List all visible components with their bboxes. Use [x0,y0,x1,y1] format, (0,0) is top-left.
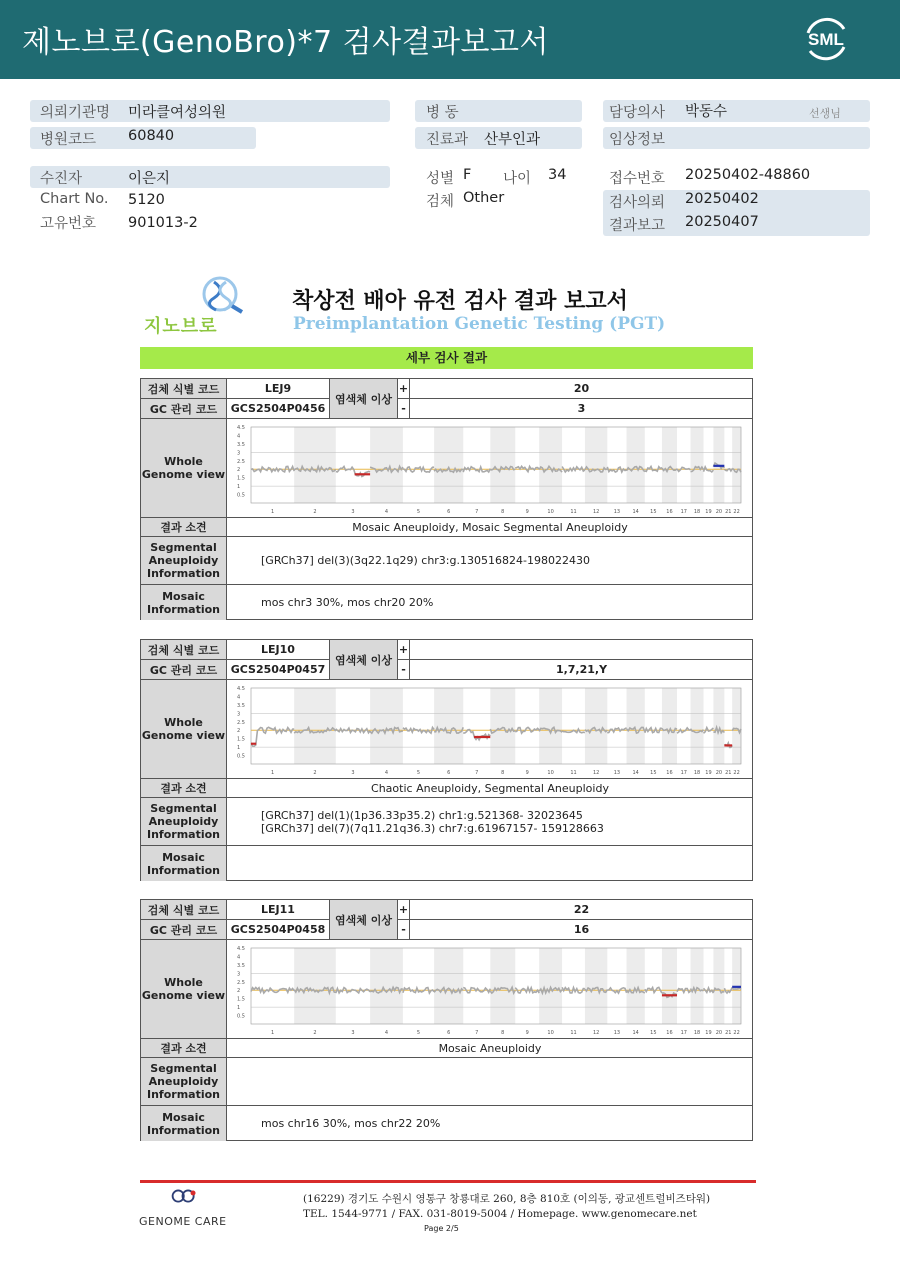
finding-value: Chaotic Aneuploidy, Segmental Aneuploidy [227,779,753,798]
copy-number-trace [336,728,370,733]
gc-code-value: GCS2504P0457 [227,660,330,680]
y-tick-label: 1 [237,483,241,490]
x-tick-label: 9 [525,508,529,515]
receipt-value: 20250402-48860 [685,167,811,183]
x-tick-label: 15 [650,1029,657,1036]
x-tick-label: 13 [613,769,621,776]
gain-value: 22 [410,900,753,920]
y-tick-label: 4.5 [237,424,245,431]
chromosome-band [490,948,515,1024]
mosaic-label: Mosaic Information [141,846,227,881]
y-tick-label: 0.5 [237,492,245,499]
genobro-logo-icon [196,276,246,314]
segmental-label: Segmental Aneuploidy Information [141,798,227,846]
x-tick-label: 2 [313,508,317,515]
x-tick-label: 7 [475,508,479,515]
finding-value: Mosaic Aneuploidy, Mosaic Segmental Aneuploidy [227,518,753,537]
y-tick-label: 4 [237,953,241,960]
institution-label: 의뢰기관명 [40,105,111,121]
segmental-info [227,1058,753,1106]
x-tick-label: 10 [547,508,554,515]
x-tick-label: 7 [475,769,479,776]
chromosome-band [691,948,704,1024]
chromosome-band [434,688,463,764]
y-tick-label: 3.5 [237,441,245,448]
x-tick-label: 16 [666,769,673,776]
x-tick-label: 12 [592,1029,600,1036]
x-tick-label: 1 [270,1029,275,1036]
wgv-chart-cell [227,419,753,518]
chromosome-band [370,427,403,503]
chromosome-band [539,427,562,503]
age-label: 나이 [503,171,532,187]
chromosome-band [662,948,677,1024]
x-tick-label: 1 [270,508,275,515]
chromosome-band [294,427,336,503]
y-tick-label: 1.5 [237,736,245,743]
y-tick-label: 4 [237,693,241,700]
x-tick-label: 12 [592,769,600,776]
x-tick-label: 9 [525,1029,529,1036]
y-tick-label: 4 [237,432,241,439]
age-value: 34 [548,167,567,183]
sample-block-3 [140,899,753,1141]
section-title: 세부 검사 결과 [140,347,753,369]
wgv-chart-cell [227,940,753,1039]
x-tick-label: 20 [715,769,723,776]
chromosome-band [662,427,677,503]
x-tick-label: 14 [632,508,639,515]
chromosome-band [434,427,463,503]
x-tick-label: 4 [384,508,389,515]
copy-number-trace [607,466,626,471]
mosaic-label: Mosaic Information [141,585,227,620]
institution-value: 미라클여성의원 [128,105,227,121]
segmental-info [227,537,753,585]
wgv-label: Whole Genome view [141,680,227,779]
patient-name: 이은지 [128,171,171,187]
gc-code-value: GCS2504P0456 [227,399,330,419]
specimen-label: 검체 [426,194,455,210]
x-tick-label: 3 [351,1029,355,1036]
x-tick-label: 18 [693,508,701,515]
genobro-logo-word: 지노브로 [144,316,218,337]
receipt-label: 접수번호 [609,171,666,187]
patient-row [30,166,390,188]
doctor-value: 박동수 [685,104,728,120]
chromosome-band [627,948,645,1024]
y-tick-label: 2 [237,466,241,473]
doctor-suffix: 선생님 [809,107,841,120]
x-tick-label: 11 [570,769,577,776]
y-tick-label: 1.5 [237,996,245,1003]
finding-value: Mosaic Aneuploidy [227,1039,753,1058]
chromosome-band [732,688,741,764]
abnormal-label: 염색체 이상 [330,900,398,940]
chromosome-band [294,948,336,1024]
y-tick-label: 0.5 [237,753,245,760]
mosaic-label: Mosaic Information [141,1106,227,1141]
x-tick-label: 8 [501,508,505,515]
hospital-code-value: 60840 [128,128,175,144]
segmental-line: [GRCh37] del(1)(1p36.33p35.2) chr1:g.521368- 32023645 [261,808,583,822]
loss-sign: - [398,920,410,940]
doctor-label: 담당의사 [609,105,666,121]
segmental-label: Segmental Aneuploidy Information [141,1058,227,1106]
y-tick-label: 2.5 [237,719,245,726]
y-tick-label: 0.5 [237,1013,245,1020]
wgv-label: Whole Genome view [141,940,227,1039]
x-tick-label: 19 [705,508,712,515]
patient-label: 수진자 [40,171,83,187]
gain-sign: + [398,900,410,920]
finding-label: 결과 소견 [141,518,227,537]
segmental-info [227,798,753,846]
genobro-logo-text [144,312,218,338]
x-tick-label: 19 [705,769,712,776]
x-tick-label: 4 [384,769,389,776]
chromosome-band [370,688,403,764]
y-tick-label: 2 [237,987,241,994]
chromosome-band [585,948,607,1024]
specimen-code-label: 검체 식별 코드 [141,379,227,399]
x-tick-label: 11 [570,1029,577,1036]
x-tick-label: 13 [613,1029,621,1036]
y-tick-label: 3 [237,970,241,977]
sex-value: F [463,167,472,183]
x-tick-label: 8 [501,769,505,776]
y-tick-label: 2.5 [237,458,245,465]
x-tick-label: 20 [715,1029,723,1036]
request-value: 20250402 [685,191,759,207]
whole-genome-chart-1 [235,421,745,516]
specimen-code-value: LEJ9 [227,379,330,399]
x-tick-label: 4 [384,1029,389,1036]
chromosome-band [490,427,515,503]
gain-sign: + [398,379,410,399]
copy-number-trace [677,727,691,732]
copy-number-trace [336,987,370,993]
gc-code-label: GC 관리 코드 [141,660,227,680]
chromosome-band [662,688,677,764]
x-tick-label: 2 [313,1029,317,1036]
department-value: 산부인과 [484,132,541,148]
loss-value: 1,7,21,Y [410,660,753,680]
pgt-title-english: Preimplantation Genetic Testing (PGT) [293,314,666,334]
wgv-label: Whole Genome view [141,419,227,518]
x-tick-label: 17 [680,1029,687,1036]
specimen-code-label: 검체 식별 코드 [141,640,227,660]
title-bar [0,0,900,79]
genome-care-logo-icon [140,1188,230,1214]
x-tick-label: 17 [680,769,687,776]
id-value: 901013-2 [128,215,198,231]
page-number: Page 2/5 [424,1224,459,1233]
x-tick-label: 10 [547,1029,554,1036]
id-label: 고유번호 [40,216,97,232]
chromosome-band [294,688,336,764]
x-tick-label: 19 [705,1029,712,1036]
x-tick-label: 15 [650,508,657,515]
chromosome-band [713,688,724,764]
x-tick-label: 17 [680,508,687,515]
chromosome-band [434,948,463,1024]
x-tick-label: 14 [632,769,639,776]
x-tick-label: 8 [501,1029,505,1036]
y-tick-label: 3.5 [237,702,245,709]
chromosome-band [585,427,607,503]
loss-value: 3 [410,399,753,419]
gc-code-label: GC 관리 코드 [141,399,227,419]
sml-logo-text: SML [808,30,844,49]
x-tick-label: 16 [666,1029,673,1036]
y-tick-label: 3 [237,710,241,717]
sml-logo [800,13,852,65]
mosaic-info [227,846,753,881]
whole-genome-chart-3 [235,942,745,1037]
contact-line: TEL. 1544-9771 / FAX. 031-8019-5004 / Homepage. www.genomecare.net [303,1208,697,1220]
request-label: 검사의뢰 [609,195,666,211]
abnormal-label: 염색체 이상 [330,379,398,419]
whole-genome-chart-2 [235,682,745,777]
x-tick-label: 6 [447,508,451,515]
copy-number-trace [463,729,490,739]
y-tick-label: 1 [237,744,241,751]
hospital-code-label: 병원코드 [40,132,97,148]
x-tick-label: 9 [525,769,529,776]
report-label: 결과보고 [609,218,666,234]
x-tick-label: 13 [613,508,621,515]
x-tick-label: 22 [733,508,740,515]
y-tick-label: 3.5 [237,962,245,969]
finding-label: 결과 소견 [141,1039,227,1058]
x-tick-label: 6 [447,769,451,776]
copy-number-trace [562,729,585,733]
ward-label: 병 동 [426,105,459,121]
segmental-line: [GRCh37] del(7)(7q11.21q36.3) chr7:g.61967157- 159128663 [261,821,604,835]
chromosome-band [627,688,645,764]
chart-no-value: 5120 [128,192,165,208]
y-tick-label: 2.5 [237,979,245,986]
y-tick-label: 1.5 [237,475,245,482]
y-tick-label: 1 [237,1004,241,1011]
specimen-code-label: 검체 식별 코드 [141,900,227,920]
chromosome-band [539,688,562,764]
sample-block-1 [140,378,753,620]
x-tick-label: 15 [650,769,657,776]
y-tick-label: 2 [237,727,241,734]
company-name: GENOME CARE [139,1215,227,1228]
company-address [303,1192,710,1222]
x-tick-label: 12 [592,508,600,515]
y-tick-label: 4.5 [237,945,245,952]
x-tick-label: 11 [570,508,577,515]
x-tick-label: 20 [715,508,723,515]
x-tick-label: 1 [270,769,275,776]
clinical-label: 임상정보 [609,132,666,148]
x-tick-label: 21 [725,769,732,776]
gain-sign: + [398,640,410,660]
x-tick-label: 18 [693,769,701,776]
x-tick-label: 14 [632,1029,639,1036]
chromosome-band [732,427,741,503]
loss-value: 16 [410,920,753,940]
pgt-title-korean: 착상전 배아 유전 검사 결과 보고서 [292,289,628,314]
x-tick-label: 5 [416,508,421,515]
abnormal-label: 염색체 이상 [330,640,398,680]
report-value: 20250407 [685,214,759,230]
gc-code-value: GCS2504P0458 [227,920,330,940]
address-line: (16229) 경기도 수원시 영통구 창룡대로 260, 8층 810호 (이의동, 광교센트럴비즈타워) [303,1193,711,1205]
gain-value [410,640,753,660]
copy-number-trace [724,987,732,993]
y-tick-label: 3 [237,449,241,456]
chromosome-band [713,948,724,1024]
department-label: 진료과 [426,132,469,148]
finding-label: 결과 소견 [141,779,227,798]
specimen-value: Other [463,190,505,206]
x-tick-label: 16 [666,508,673,515]
x-tick-label: 5 [416,1029,421,1036]
specimen-code-value: LEJ11 [227,900,330,920]
chromosome-band [490,688,515,764]
chart-no-label: Chart No. [40,191,109,207]
x-tick-label: 21 [725,508,732,515]
x-tick-label: 10 [547,769,554,776]
chromosome-band [585,688,607,764]
x-tick-label: 2 [313,769,317,776]
x-tick-label: 5 [416,769,421,776]
chromosome-band [370,948,403,1024]
x-tick-label: 3 [351,769,355,776]
mosaic-info: mos chr3 30%, mos chr20 20% [261,596,434,609]
loss-sign: - [398,660,410,680]
y-tick-label: 4.5 [237,685,245,692]
x-tick-label: 22 [733,1029,740,1036]
wgv-chart-cell [227,680,753,779]
chromosome-band [627,427,645,503]
x-tick-label: 6 [447,1029,451,1036]
footer-divider [140,1180,756,1183]
segmental-line: [GRCh37] del(3)(3q22.1q29) chr3:g.130516824-198022430 [261,554,590,567]
x-tick-label: 7 [475,1029,479,1036]
gain-value: 20 [410,379,753,399]
mosaic-info: mos chr16 30%, mos chr22 20% [261,1117,441,1130]
chromosome-band [691,427,704,503]
segmental-label: Segmental Aneuploidy Information [141,537,227,585]
sample-block-2 [140,639,753,881]
x-tick-label: 3 [351,508,355,515]
report-title: 제노브로(GenoBro)*7 검사결과보고서 [22,25,549,60]
x-tick-label: 21 [725,1029,732,1036]
x-tick-label: 22 [733,769,740,776]
x-tick-label: 18 [693,1029,701,1036]
loss-sign: - [398,399,410,419]
gc-code-label: GC 관리 코드 [141,920,227,940]
chromosome-band [691,688,704,764]
sex-label: 성별 [426,171,455,187]
specimen-code-value: LEJ10 [227,640,330,660]
